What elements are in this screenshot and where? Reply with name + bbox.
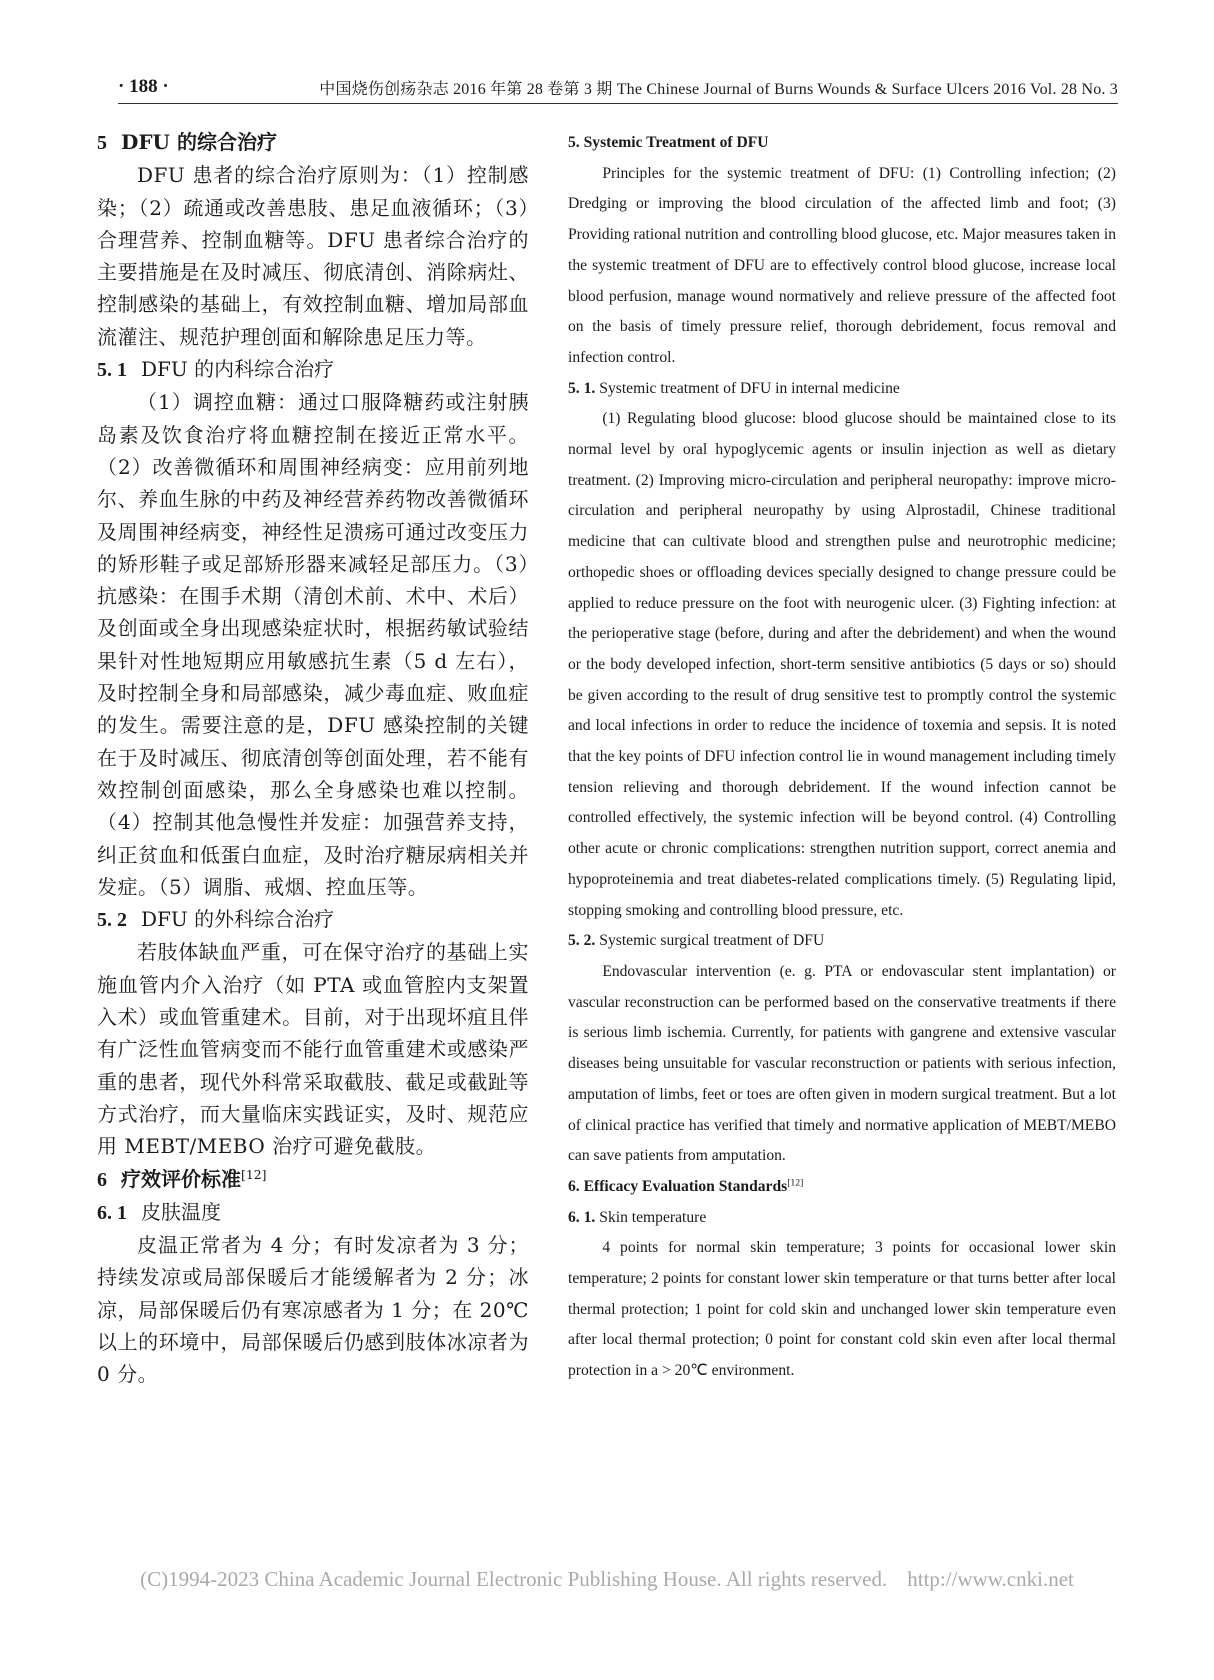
chinese-column xyxy=(97,126,529,1391)
section-number: 5 xyxy=(97,132,107,154)
section-number: 5. 1 xyxy=(97,359,127,382)
page-number: · 188 · xyxy=(118,76,169,97)
section-title: 6. Efficacy Evaluation Standards xyxy=(568,1177,788,1195)
paragraph-6-1-en: 4 points for normal skin temperature; 3 points for occasional lower skin temperature; 2 points for constant lower skin temperature or that turns better after local thermal protection; 1 point for cold skin and unchanged lower skin temperature even after local thermal protection; 0 point for constant cold skin even after local thermal protection in a > 20℃ environment. xyxy=(568,1239,1116,1380)
section-title: 疗效评价标准 xyxy=(121,1166,241,1191)
paragraph-6-1-cn: 皮温正常者为 4 分；有时发凉者为 3 分；持续发凉或局部保暖后才能缓解者为 2 分；冰凉，局部保暖后仍有寒凉感者为 1 分；在 20℃ 以上的环境中，局部保暖后仍感到肢体冰凉者为 0 分。 xyxy=(97,1233,529,1387)
paragraph-5-cn: DFU 患者的综合治疗原则为：（1）控制感染；（2）疏通或改善患肢、患足血液循环；（3）合理营养、控制血糖等。DFU 患者综合治疗的主要措施是在及时减压、彻底清创、消除病灶、控制感染的基础上，有效控制血糖、增加局部血流灌注、规范护理创面和解除患足压力等。 xyxy=(97,163,529,349)
paragraph-5-en: Principles for the systemic treatment of DFU: (1) Controlling infection; (2) Dredging or improving the blood circulation of the affected limb and foot; (3) Providing rational nutrition and controlling blood glucose, etc. Major measures taken in the systemic treatment of DFU are to effectively control blood glucose, increase local blood perfusion, manage wound normatively and relieve pressure of the affected foot on the basis of timely pressure relief, thorough debridement, focus removal and infection control. xyxy=(568,164,1116,366)
section-number: 6. 1. xyxy=(568,1208,596,1226)
paragraph-5-2-en: Endovascular intervention (e. g. PTA or endovascular stent implantation) or vascular reconstruction can be performed based on the conservative treatments if there is serious limb ischemia. Currently, for patients with gangrene and extensive vascular diseases being unsuitable for vascular reconstruction or patients with serious infection, amputation of limbs, feet or toes are often given in modern surgical treatment. But a lot of clinical practice has verified that timely and normative application of MEBT/MEBO can save patients from amputation. xyxy=(568,962,1116,1165)
cnki-link[interactable]: http://www.cnki.net xyxy=(907,1567,1074,1591)
section-heading-5-cn xyxy=(97,126,529,159)
section-heading-6-en xyxy=(568,1172,1116,1203)
section-number: 5. 2 xyxy=(97,909,127,932)
section-title: DFU 的内科综合治疗 xyxy=(141,357,335,382)
section-title: Systemic treatment of DFU in internal medicine xyxy=(599,379,900,397)
section-heading-5-2-cn xyxy=(97,903,529,936)
paragraph-5-1-cn: （1）调控血糖：通过口服降糖药或注射胰岛素及饮食治疗将血糖控制在接近正常水平。（2）改善微循环和周围神经病变：应用前列地尔、养血生脉的中药及神经营养药物改善微循环及周围神经病变，神经性足溃疡可通过改变压力的矫形鞋子或足部矫形器来减轻足部压力。（3）抗感染：在围手术期（清创术前、术中、术后）及创面或全身出现感染症状时，根据药敏试验结果针对性地短期应用敏感抗生素（5 d 左右），及时控制全身和局部感染，减少毒血症、败血症的发生。需要注意的是，DFU 感染控制的关键在于及时减压、彻底清创等创面处理，若不能有效控制创面感染，那么全身感染也难以控制。（4）控制其他急慢性并发症：加强营养支持，纠正贫血和低蛋白血症，及时治疗糖尿病相关并发症。（5）调脂、戒烟、控血压等。 xyxy=(97,390,529,899)
reference-citation[interactable]: [12] xyxy=(787,1177,804,1189)
section-heading-5-1-cn xyxy=(97,353,529,386)
english-column xyxy=(568,128,1116,1387)
section-heading-5-2-en xyxy=(568,926,1116,957)
page-header xyxy=(118,72,1118,102)
section-heading-6-cn xyxy=(97,1163,529,1196)
copyright-text: (C)1994-2023 China Academic Journal Electronic Publishing House. All rights reserved. xyxy=(140,1567,888,1591)
reference-citation[interactable]: [12] xyxy=(241,1166,267,1182)
section-number: 6. 1 xyxy=(97,1201,127,1224)
copyright-footer xyxy=(40,1567,1174,1603)
section-heading-6-1-cn xyxy=(97,1196,529,1229)
section-heading-5-en: 5. Systemic Treatment of DFU xyxy=(568,134,769,151)
paragraph-5-2-cn: 若肢体缺血严重，可在保守治疗的基础上实施血管内介入治疗（如 PTA 或血管腔内支架置入术）或血管重建术。目前，对于出现坏疽且伴有广泛性血管病变而不能行血管重建术或感染严重的患者，现代外科常采取截肢、截足或截趾等方式治疗，而大量临床实践证实，及时、规范应用 MEBT/MEBO 治疗可避免截肢。 xyxy=(97,940,529,1159)
running-head: 中国烧伤创疡杂志 2016 年第 28 卷第 3 期 The Chinese Journal of Burns Wounds & Surface Ulcers 2016 Vol. 28 No. 3 xyxy=(319,80,1118,98)
section-title: 皮肤温度 xyxy=(141,1199,221,1224)
section-number: 5. 2. xyxy=(568,932,596,950)
section-heading-5-1-en xyxy=(568,374,1116,405)
section-title: DFU 的外科综合治疗 xyxy=(141,907,335,932)
section-number: 5. 1. xyxy=(568,379,596,397)
section-title: Skin temperature xyxy=(599,1208,707,1226)
paragraph-5-1-en: (1) Regulating blood glucose: blood glucose should be maintained close to its normal level by oral hypoglycemic agents or insulin injection as well as dietary treatment. (2) Improving micro-circulation and peripheral neuropathy: improve micro-circulation and peripheral neuropathy by using Alprostadil, Chinese traditional medicine that can cultivate blood and strengthen pulse and neurotrophic medicine; orthopedic shoes or offloading devices specially designed to change pressure could be applied to reduce pressure on the foot with neurogenic ulcer. (3) Fighting infection: at the perioperative stage (before, during and after the debridement) and when the wound or the body developed infection, short-term sensitive antibiotics (5 days or so) should be given according to the result of drug sensitive test to promptly control the systemic and local infections in order to reduce the incidence of toxemia and sepsis. It is noted that the key points of DFU infection control lie in wound management including timely tension relieving and thorough debridement. If the wound infection cannot be controlled effectively, the systemic infection will be beyond control. (4) Controlling other acute or chronic complications: strengthen nutrition support, correct anemia and hypoproteinemia and treat diabetes-related complications timely. (5) Regulating lipid, stopping smoking and controlling blood pressure, etc. xyxy=(568,410,1116,919)
section-number: 6 xyxy=(97,1168,107,1191)
section-heading-6-1-en xyxy=(568,1203,1116,1234)
header-rule xyxy=(118,103,1118,104)
section-title: DFU 的综合治疗 xyxy=(121,130,277,154)
section-title: Systemic surgical treatment of DFU xyxy=(599,932,825,950)
